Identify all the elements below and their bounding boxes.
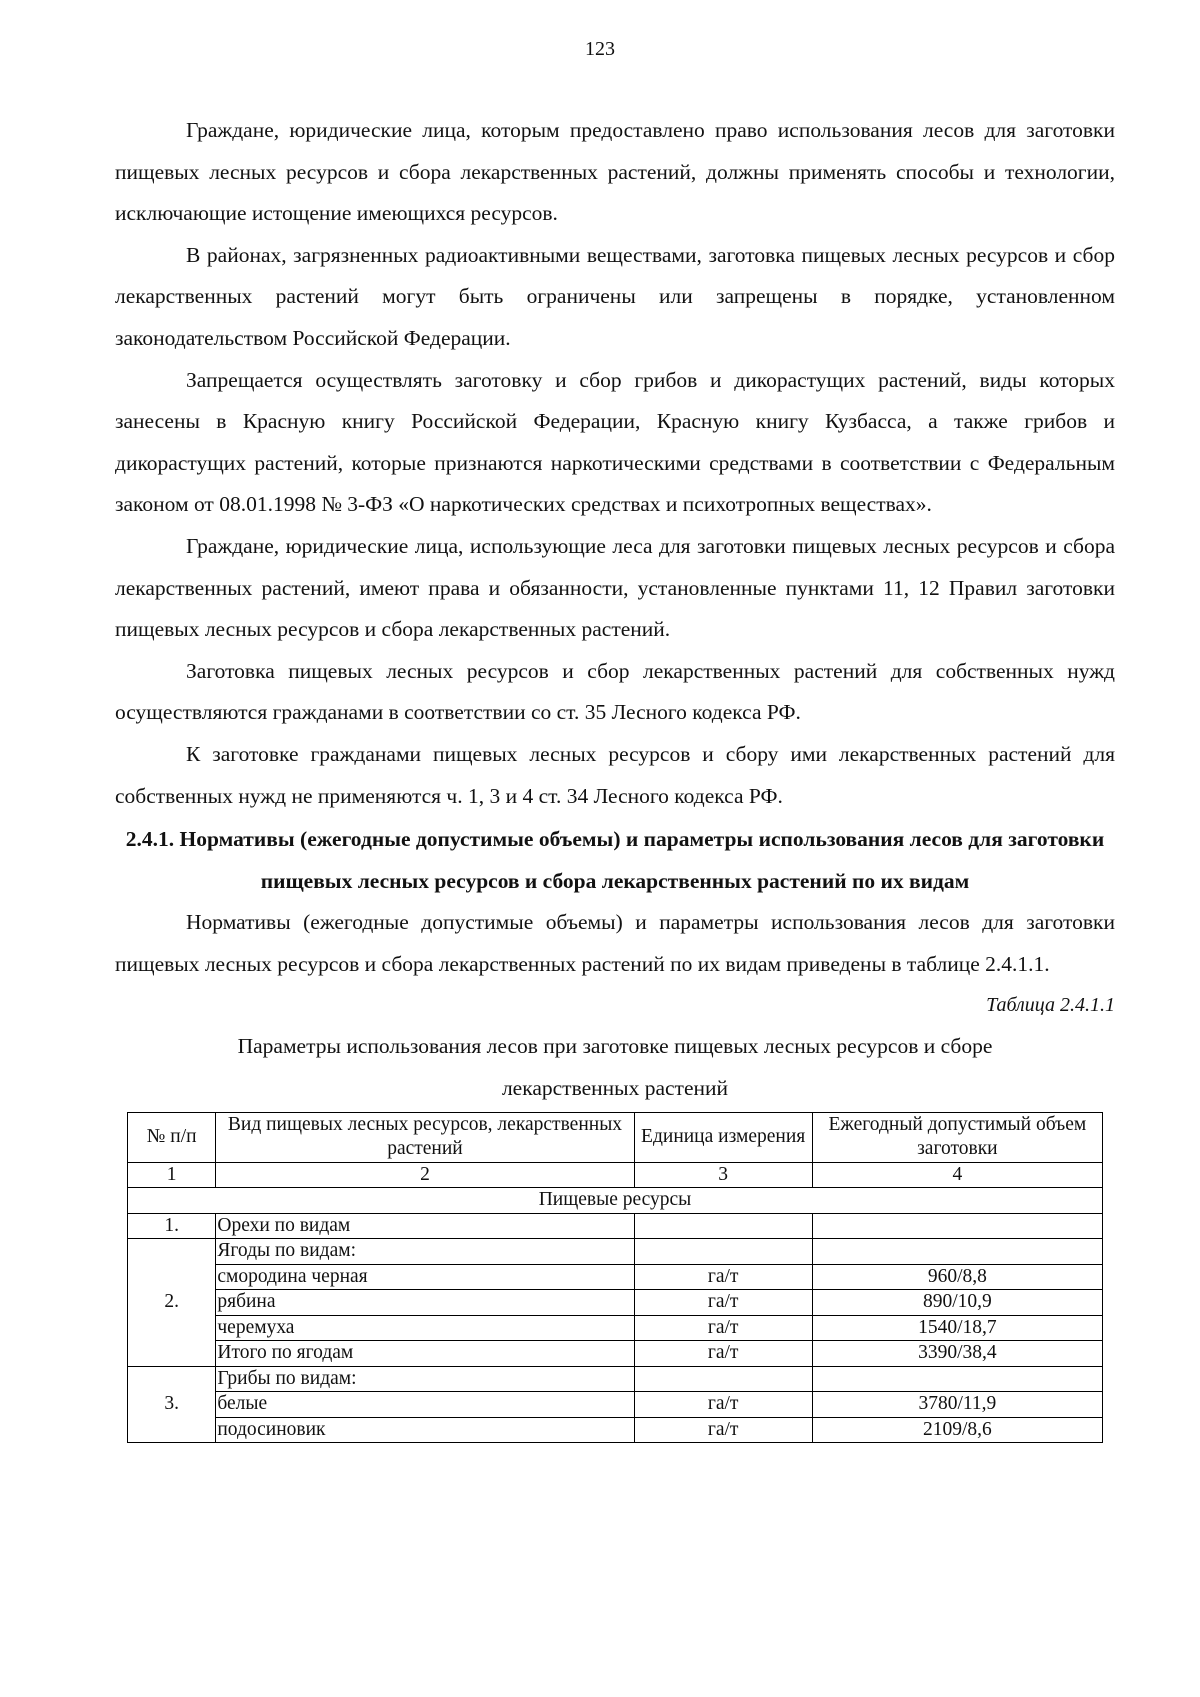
paragraph: Запрещается осуществлять заготовку и сбор грибов и дикорастущих растений, виды которых занесены в Красную книгу Российской Федерации, Красную книгу Кузбасса, а также грибов и дикорастущих растений, которые признаются наркотическими средствами в соответствии с Федеральным законом от 08.01.1998 № 3-ФЗ «О наркотических средствах и психотропных веществах». [115,367,1115,517]
column-number-cell: 3 [634,1162,812,1188]
resource-name-cell: Орехи по видам [216,1213,634,1239]
header-cell-volume: Ежегодный допустимый объем заготовки [812,1112,1102,1162]
table-header-row [128,1112,1103,1162]
unit-cell: га/т [634,1290,812,1316]
unit-cell: га/т [634,1264,812,1290]
volume-cell: 2109/8,6 [812,1417,1102,1443]
unit-cell [634,1239,812,1265]
volume-cell: 890/10,9 [812,1290,1102,1316]
document-body [115,110,1115,1443]
table-row [128,1392,1103,1418]
unit-cell: га/т [634,1392,812,1418]
unit-cell: га/т [634,1417,812,1443]
unit-cell: га/т [634,1341,812,1367]
paragraph: Граждане, юридические лица, использующие леса для заготовки пищевых лесных ресурсов и сбора лекарственных растений, имеют права и обязанности, установленные пунктами 11, 12 Правил заготовки пищевых лесных ресурсов и сбора лекарственных растений. [115,533,1115,642]
table-row [128,1366,1103,1392]
resource-name-cell: Ягоды по видам: [216,1239,634,1265]
header-cell-type: Вид пищевых лесных ресурсов, лекарственных растений [216,1112,634,1162]
resource-name-cell: смородина черная [216,1264,634,1290]
volume-cell [812,1366,1102,1392]
table-title: Параметры использования лесов при заготовке пищевых лесных ресурсов и сборе лекарственных растений [237,1034,993,1101]
resource-name-cell: рябина [216,1290,634,1316]
table-row [128,1341,1103,1367]
row-number-cell: 2. [128,1239,216,1367]
column-number-cell: 2 [216,1162,634,1188]
table-row [128,1417,1103,1443]
section-heading: 2.4.1. Нормативы (ежегодные допустимые объемы) и параметры использования лесов для заготовки пищевых лесных ресурсов и сбора лекарственных растений по их видам [125,827,1105,893]
resource-name-cell: белые [216,1392,634,1418]
unit-cell [634,1213,812,1239]
volume-cell: 3390/38,4 [812,1341,1102,1367]
volume-cell [812,1239,1102,1265]
resource-name-cell: черемуха [216,1315,634,1341]
table-row [128,1239,1103,1265]
paragraph: Заготовка пищевых лесных ресурсов и сбор лекарственных растений для собственных нужд осуществляются гражданами в соответствии со ст. 35 Лесного кодекса РФ. [115,658,1115,725]
resource-name-cell: Грибы по видам: [216,1366,634,1392]
row-number-cell: 1. [128,1213,216,1239]
table-column-numbers-row [128,1162,1103,1188]
table-row [128,1213,1103,1239]
resource-name-cell: подосиновик [216,1417,634,1443]
paragraph: В районах, загрязненных радиоактивными веществами, заготовка пищевых лесных ресурсов и сбор лекарственных растений могут быть ограничены или запрещены в порядке, установленном законодательством Российской Федерации. [115,242,1115,350]
column-number-cell: 4 [812,1162,1102,1188]
volume-cell: 1540/18,7 [812,1315,1102,1341]
unit-cell: га/т [634,1315,812,1341]
table-section-row [128,1188,1103,1214]
header-cell-number: № п/п [128,1112,216,1162]
table-row [128,1264,1103,1290]
section-row-cell: Пищевые ресурсы [128,1188,1103,1214]
resource-name-cell: Итого по ягодам [216,1341,634,1367]
volume-cell: 960/8,8 [812,1264,1102,1290]
resources-table [127,1112,1103,1444]
paragraph: К заготовке гражданами пищевых лесных ресурсов и сбору ими лекарственных растений для собственных нужд не применяются ч. 1, 3 и 4 ст. 34 Лесного кодекса РФ. [115,741,1115,808]
page-number: 123 [585,38,615,60]
volume-cell [812,1213,1102,1239]
column-number-cell: 1 [128,1162,216,1188]
paragraph: Граждане, юридические лица, которым предоставлено право использования лесов для заготовки пищевых лесных ресурсов и сбора лекарственных растений, должны применять способы и технологии, исключающие истощение имеющихся ресурсов. [115,118,1115,226]
volume-cell: 3780/11,9 [812,1392,1102,1418]
header-cell-unit: Единица измерения [634,1112,812,1162]
section-paragraph: Нормативы (ежегодные допустимые объемы) и параметры использования лесов для заготовки пищевых лесных ресурсов и сбора лекарственных растений по их видам приведены в таблице 2.4.1.1. [115,910,1115,976]
table-row [128,1315,1103,1341]
row-number-cell: 3. [128,1366,216,1443]
table-row [128,1290,1103,1316]
table-label: Таблица 2.4.1.1 [986,994,1115,1017]
unit-cell [634,1366,812,1392]
